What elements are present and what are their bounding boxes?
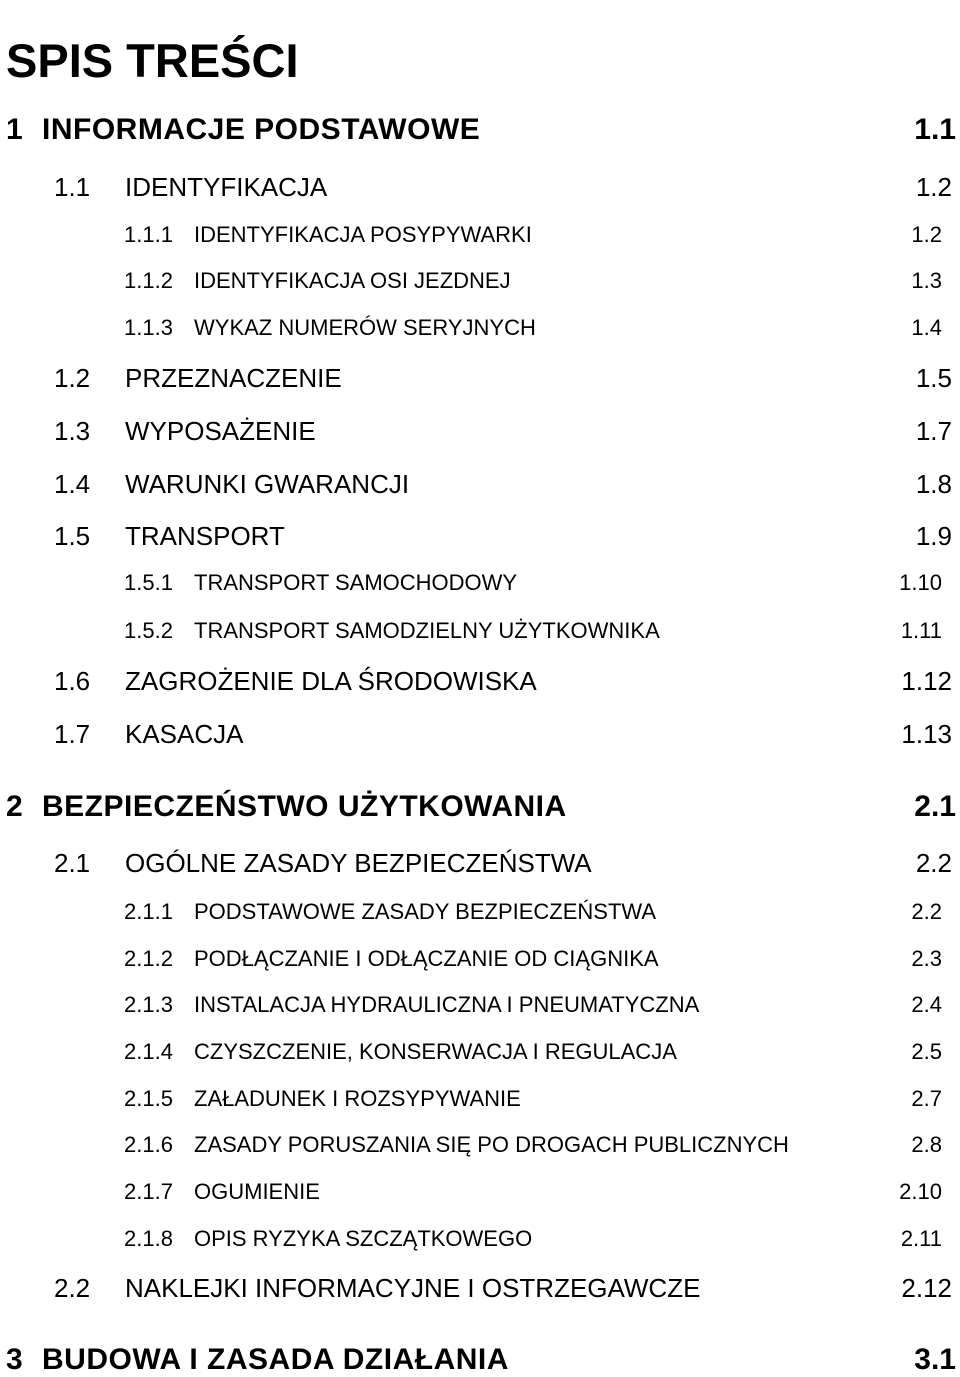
- toc-entry-page: 2.3: [911, 946, 942, 971]
- toc-entry-number: 2.1.6: [124, 1132, 173, 1157]
- toc-entry-label: INFORMACJE PODSTAWOWE: [42, 113, 481, 146]
- toc-entry-page: 2.8: [911, 1132, 942, 1157]
- toc-entry-page: 2.12: [901, 1273, 952, 1303]
- toc-entry-number: 1.5.2: [124, 618, 173, 643]
- toc-entry-label: NAKLEJKI INFORMACYJNE I OSTRZEGAWCZE: [125, 1273, 701, 1303]
- toc-entry-page: 2.4: [911, 992, 942, 1017]
- toc-entry-page: 2.7: [911, 1086, 942, 1111]
- toc-entry-page: 2.5: [911, 1039, 942, 1064]
- toc-entry-number: 1.1.2: [124, 268, 173, 293]
- toc-entry-label: BEZPIECZEŃSTWO UŻYTKOWANIA: [42, 790, 567, 823]
- toc-entry-page: 1.5: [915, 363, 952, 393]
- toc-entry-number: 2.2: [54, 1273, 91, 1303]
- toc-entry-number: 1.6: [54, 666, 91, 696]
- toc-entry-label: INSTALACJA HYDRAULICZNA I PNEUMATYCZNA: [194, 992, 700, 1017]
- toc-entry-page: 2.2: [911, 899, 942, 924]
- toc-entry-page: 1.11: [900, 618, 942, 643]
- toc-entry-page: 1.8: [915, 469, 952, 499]
- toc-entry-number: 3: [6, 1343, 23, 1376]
- toc-entry-label: TRANSPORT SAMOCHODOWY: [194, 570, 518, 595]
- toc-entry-number: 1.1.3: [124, 315, 173, 340]
- toc-entry-label: WARUNKI GWARANCJI: [125, 469, 410, 499]
- toc-entry-number: 2.1.8: [124, 1226, 173, 1251]
- toc-entry-page: 2.10: [899, 1179, 942, 1204]
- toc-entry-page: 1.12: [901, 666, 952, 696]
- toc-entry-label: TRANSPORT: [125, 521, 285, 551]
- toc-entry-label: IDENTYFIKACJA: [125, 172, 328, 202]
- toc-entry-page: 1.9: [915, 521, 952, 551]
- toc-entry-label: IDENTYFIKACJA POSYPYWARKI: [194, 222, 532, 247]
- toc-entry-number: 2.1.5: [124, 1086, 173, 1111]
- toc-entry-number: 1.3: [54, 416, 91, 446]
- toc-entry-number: 1.7: [54, 719, 91, 749]
- toc-entry-page: 2.1: [914, 790, 956, 823]
- toc-entry-page: 1.2: [911, 222, 942, 247]
- toc-entry-page: 1.3: [911, 268, 942, 293]
- toc-entry-page: 1.13: [901, 719, 952, 749]
- toc-entry-number: 2.1.2: [124, 946, 173, 971]
- toc-entry-label: TRANSPORT SAMODZIELNY UŻYTKOWNIKA: [194, 618, 660, 643]
- toc-entry-label: OGÓLNE ZASADY BEZPIECZEŃSTWA: [125, 848, 592, 878]
- toc-entry-number: 1.4: [54, 469, 91, 499]
- toc-entry-label: OGUMIENIE: [194, 1179, 320, 1204]
- toc-entry-number: 2.1.7: [124, 1179, 173, 1204]
- toc-entry-page: 1.1: [914, 113, 956, 146]
- toc-entry-page: 1.7: [915, 416, 952, 446]
- toc-entry-page: 2.2: [915, 848, 952, 878]
- toc-entry-number: 2.1: [54, 848, 91, 878]
- toc-entry-number: 1.5: [54, 521, 91, 551]
- toc-entry-label: PODŁĄCZANIE I ODŁĄCZANIE OD CIĄGNIKA: [194, 946, 659, 971]
- toc-entry-number: 1.5.1: [124, 570, 173, 595]
- toc-entry-number: 1: [6, 113, 23, 146]
- toc-entry-number: 1.2: [54, 363, 91, 393]
- toc-entry-label: OPIS RYZYKA SZCZĄTKOWEGO: [194, 1226, 533, 1251]
- toc-entry-number: 2.1.1: [124, 899, 173, 924]
- toc-entry-label: ZASADY PORUSZANIA SIĘ PO DROGACH PUBLICZNYCH: [194, 1132, 789, 1157]
- toc-entry-label: BUDOWA I ZASADA DZIAŁANIA: [42, 1343, 509, 1376]
- toc-entry-label: IDENTYFIKACJA OSI JEZDNEJ: [194, 268, 511, 293]
- toc-entry-number: 1.1.1: [124, 222, 173, 247]
- toc-entry-label: ZAGROŻENIE DLA ŚRODOWISKA: [125, 666, 537, 696]
- toc-entry-page: 1.4: [911, 315, 942, 340]
- toc-entry-label: ZAŁADUNEK I ROZSYPYWANIE: [194, 1086, 521, 1111]
- toc-entry-number: 2.1.4: [124, 1039, 173, 1064]
- toc-entry-label: WYPOSAŻENIE: [125, 416, 316, 446]
- toc-entry-number: 2.1.3: [124, 992, 173, 1017]
- toc-entry-number: 1.1: [54, 172, 91, 202]
- toc-entry-label: WYKAZ NUMERÓW SERYJNYCH: [194, 315, 536, 340]
- toc-entry-page: 3.1: [914, 1343, 956, 1376]
- toc-entry-page: 1.10: [899, 570, 942, 595]
- toc-entry-label: KASACJA: [125, 719, 244, 749]
- toc-entry-page: 1.2: [915, 172, 952, 202]
- page-title: SPIS TREŚCI: [6, 34, 299, 88]
- toc-entry-label: PODSTAWOWE ZASADY BEZPIECZEŃSTWA: [194, 899, 657, 924]
- toc-entry-label: CZYSZCZENIE, KONSERWACJA I REGULACJA: [194, 1039, 677, 1064]
- toc-entry-page: 2.11: [900, 1226, 942, 1251]
- toc-entry-label: PRZEZNACZENIE: [125, 363, 342, 393]
- toc-entry-number: 2: [6, 790, 23, 823]
